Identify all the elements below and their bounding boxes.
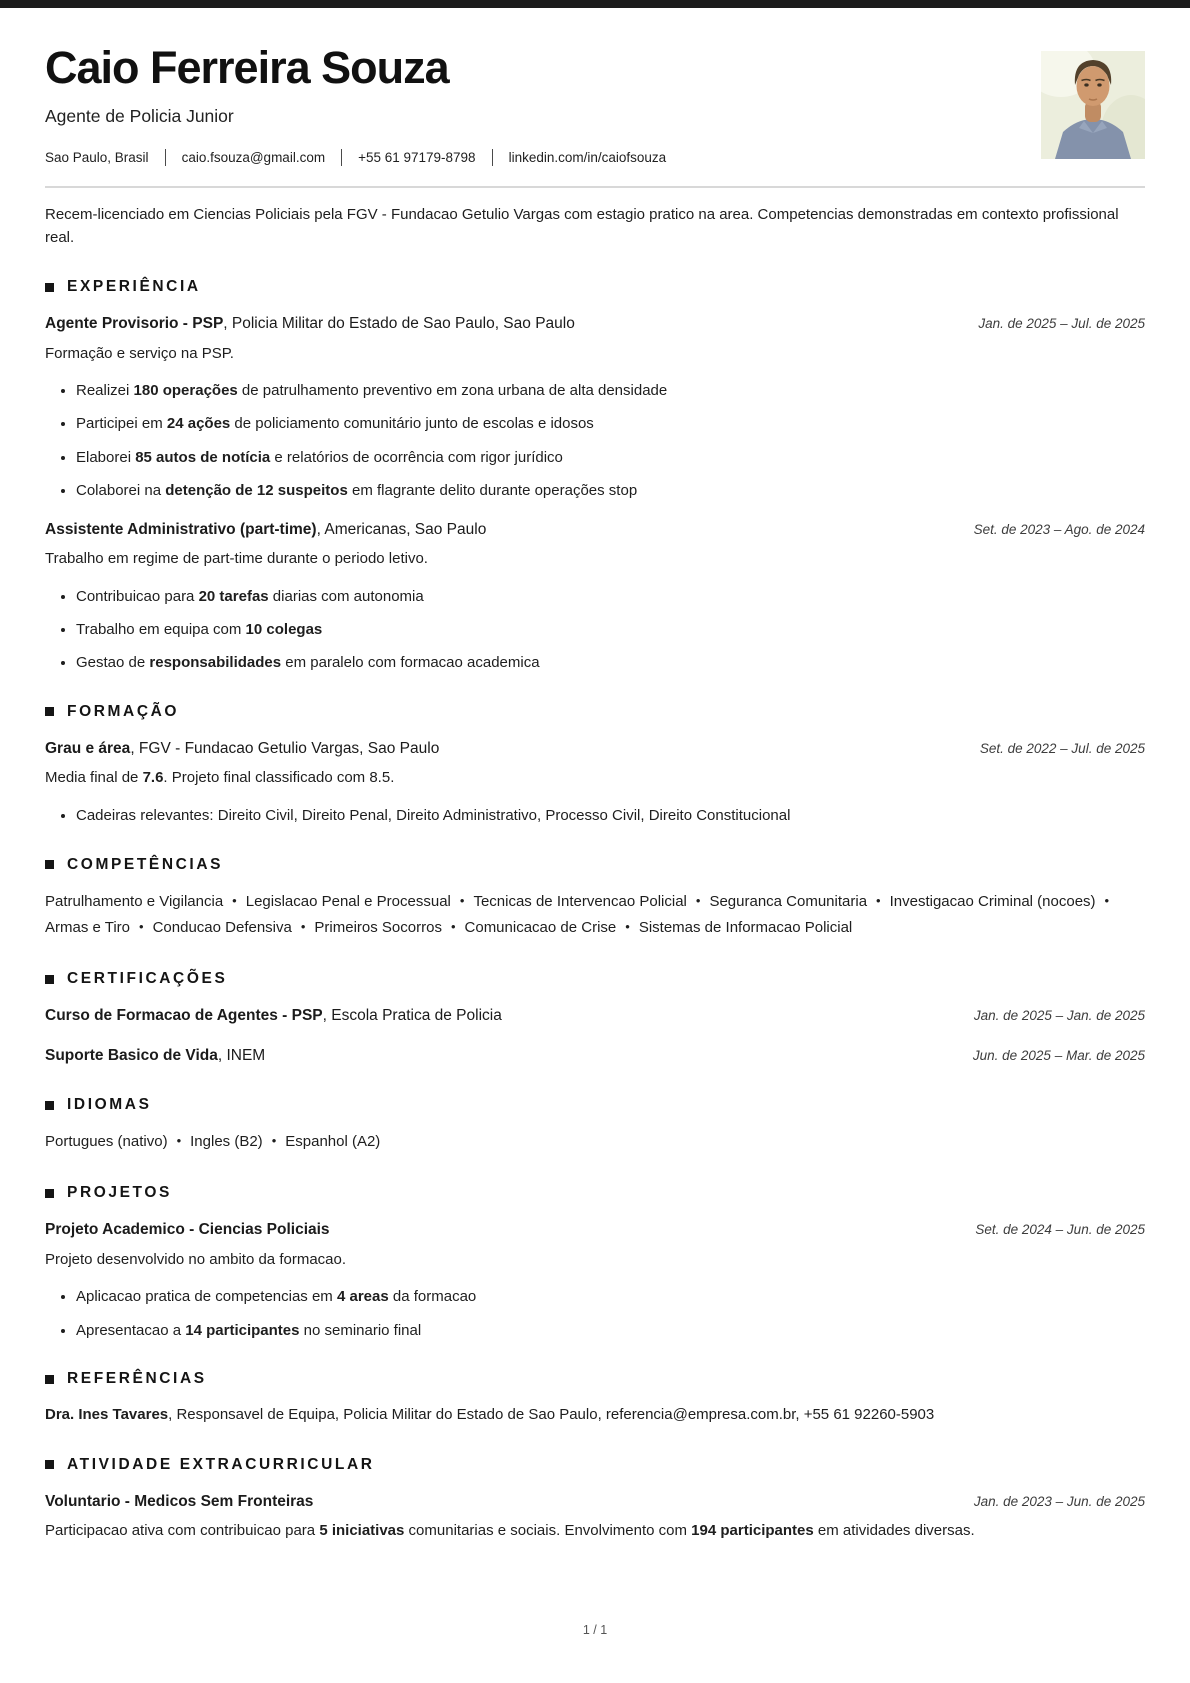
section-heading-label: IDIOMAS	[67, 1096, 152, 1114]
entry-bullet-list	[45, 805, 1145, 827]
profile-photo	[1041, 51, 1145, 159]
skills-list	[45, 889, 1145, 942]
section-heading	[45, 1096, 1145, 1114]
bullet-item	[76, 1286, 1145, 1308]
person-name: Caio Ferreira Souza	[45, 42, 449, 93]
text-segment: Contribuicao para	[76, 587, 199, 605]
entry-bullet-list	[45, 586, 1145, 674]
text-segment: de patrulhamento preventivo em zona urbana de alta densidade	[237, 382, 668, 400]
experience-entry	[45, 313, 1145, 501]
section-marker-icon	[45, 860, 54, 869]
entry-header-row	[45, 519, 1145, 541]
entry-header-row	[45, 1219, 1145, 1241]
certification-entry	[45, 1005, 1145, 1027]
section-idiomas	[45, 1096, 1145, 1155]
highlighted-text: 10 colegas	[245, 620, 323, 638]
section-projetos	[45, 1184, 1145, 1341]
entry-date: Set. de 2023 – Ago. de 2024	[973, 521, 1145, 537]
dot-separator-icon: •	[232, 892, 237, 908]
entry-date: Set. de 2024 – Jun. de 2025	[975, 1222, 1145, 1238]
list-item: Investigacao Criminal (nocoes)	[889, 892, 1096, 910]
entry-description	[45, 767, 1145, 790]
resume-header	[45, 8, 1145, 166]
bullet-item	[76, 586, 1145, 608]
highlighted-text: 20 tarefas	[198, 587, 269, 605]
text-segment: em flagrante delito durante operações stop	[347, 481, 638, 499]
person-job-title: Agente de Policia Junior	[45, 105, 234, 126]
bullet-item	[76, 480, 1145, 502]
entry-title	[45, 519, 486, 541]
highlighted-text: 24 ações	[166, 415, 231, 433]
section-heading	[45, 703, 1145, 721]
section-heading-label: REFERÊNCIAS	[67, 1370, 207, 1388]
entry-bullet-list	[45, 1286, 1145, 1341]
dot-separator-icon: •	[139, 918, 144, 934]
entry-title-bold: Voluntario - Medicos Sem Fronteiras	[45, 1492, 314, 1510]
text-segment: . Projeto final classificado com 8.5.	[163, 769, 395, 787]
text-segment: comunitarias e sociais. Envolvimento com	[404, 1522, 692, 1540]
text-segment: Trabalho em equipa com	[76, 620, 246, 638]
list-item: Primeiros Socorros	[314, 918, 442, 936]
list-item: Portugues (nativo)	[45, 1133, 168, 1151]
list-item: Sistemas de Informacao Policial	[638, 918, 853, 936]
highlighted-text: 194 participantes	[691, 1522, 814, 1540]
list-item: Tecnicas de Intervencao Policial	[473, 892, 687, 910]
text-segment: de policiamento comunitário junto de escolas e idosos	[230, 415, 594, 433]
entry-date: Jan. de 2025 – Jul. de 2025	[978, 316, 1145, 332]
highlighted-text: responsabilidades	[149, 654, 282, 672]
page-indicator: 1 / 1	[582, 1623, 608, 1637]
entry-title-rest: , Policia Militar do Estado de Sao Paulo, Sao Paulo	[223, 315, 575, 333]
contact-linkedin: linkedin.com/in/caiofsouza	[508, 149, 667, 165]
text-segment: Media final de	[45, 769, 143, 787]
entry-date: Jun. de 2025 – Mar. de 2025	[972, 1047, 1145, 1063]
section-heading	[45, 278, 1145, 296]
entry-bullet-list	[45, 380, 1145, 502]
highlighted-text: Dra. Ines Tavares	[45, 1406, 169, 1424]
entry-header-row	[45, 738, 1145, 760]
section-heading	[45, 856, 1145, 874]
bullet-item	[76, 1320, 1145, 1342]
entry-description	[45, 1520, 1145, 1543]
entry-description: Formação e serviço na PSP.	[45, 344, 234, 362]
entry-title-rest: , Americanas, Sao Paulo	[316, 520, 487, 538]
text-segment: Colaborei na	[76, 481, 166, 499]
contact-email: caio.fsouza@gmail.com	[181, 149, 326, 165]
bullet-item	[76, 652, 1145, 674]
section-marker-icon	[45, 1101, 54, 1110]
list-item: Ingles (B2)	[190, 1133, 263, 1151]
text-segment: Aplicacao pratica de competencias em	[76, 1288, 337, 1306]
section-atividade-extracurricular	[45, 1456, 1145, 1543]
languages-list	[45, 1129, 1145, 1155]
bullet-item	[76, 380, 1145, 402]
dot-separator-icon: •	[450, 918, 456, 934]
section-certificacoes	[45, 970, 1145, 1067]
section-marker-icon	[45, 283, 54, 292]
dot-separator-icon: •	[695, 892, 701, 908]
highlighted-text: detenção de 12 suspeitos	[165, 481, 348, 499]
section-referencias	[45, 1370, 1145, 1427]
entry-title	[45, 1219, 330, 1241]
entry-title-bold: Suporte Basico de Vida	[45, 1046, 218, 1064]
list-item: Legislacao Penal e Processual	[245, 892, 451, 910]
entry-title-bold: Curso de Formacao de Agentes - PSP	[45, 1007, 323, 1025]
reference-line	[45, 1404, 1145, 1427]
text-segment: Gestao de	[76, 654, 150, 672]
highlighted-text: 5 iniciativas	[319, 1522, 405, 1540]
entry-title-rest: , FGV - Fundacao Getulio Vargas, Sao Paulo	[130, 739, 440, 757]
certification-entry	[45, 1045, 1145, 1067]
section-heading-label: FORMAÇÃO	[67, 702, 180, 720]
entry-title-bold: Grau e área	[45, 739, 131, 757]
text-segment: em paralelo com formacao academica	[281, 654, 540, 672]
list-item: Comunicacao de Crise	[464, 918, 617, 936]
vertical-separator	[165, 149, 166, 166]
dot-separator-icon: •	[271, 1133, 277, 1149]
dot-separator-icon: •	[300, 918, 306, 934]
entry-date: Set. de 2022 – Jul. de 2025	[979, 740, 1145, 756]
text-segment: no seminario final	[299, 1321, 422, 1339]
entry-title-bold: Projeto Academico - Ciencias Policiais	[45, 1221, 330, 1239]
highlighted-text: 4 areas	[336, 1288, 389, 1306]
section-marker-icon	[45, 1189, 54, 1198]
bullet-item	[76, 447, 1145, 469]
summary-text: Recem-licenciado em Ciencias Policiais pela FGV - Fundacao Getulio Vargas com estagio pratico na area. Competencias demonstradas em contexto profissional real.	[45, 205, 1119, 246]
bullet-item	[76, 619, 1145, 641]
section-heading-label: EXPERIÊNCIA	[67, 278, 201, 296]
text-segment: Elaborei	[76, 448, 136, 466]
text-segment: diarias com autonomia	[268, 587, 424, 605]
text-segment: Participei em	[76, 415, 167, 433]
text-segment: em atividades diversas.	[813, 1522, 975, 1540]
text-segment: e relatórios de ocorrência com rigor jurídico	[270, 448, 563, 466]
vertical-separator	[492, 149, 493, 166]
entry-date: Jan. de 2025 – Jan. de 2025	[973, 1008, 1145, 1024]
section-competencias	[45, 856, 1145, 942]
text-segment: , Responsavel de Equipa, Policia Militar do Estado de Sao Paulo, referencia@empresa.com.br, +55 61 92260-5903	[168, 1406, 935, 1424]
section-marker-icon	[45, 1460, 54, 1469]
list-item: Conducao Defensiva	[152, 918, 292, 936]
highlighted-text: 180 operações	[133, 382, 238, 400]
entry-title	[45, 1491, 313, 1513]
list-item: Armas e Tiro	[45, 918, 131, 936]
highlighted-text: 85 autos de notícia	[135, 448, 271, 466]
vertical-separator	[341, 149, 342, 166]
contact-phone: +55 61 97179-8798	[358, 149, 476, 165]
list-item: Patrulhamento e Vigilancia	[45, 892, 224, 910]
section-heading-label: PROJETOS	[67, 1184, 172, 1202]
dot-separator-icon: •	[1104, 892, 1110, 908]
bullet-item	[76, 805, 1145, 827]
entry-title	[45, 1045, 265, 1067]
resume-page	[0, 8, 1190, 1683]
profile-photo-image	[1041, 51, 1145, 159]
header-divider	[45, 186, 1145, 188]
entry-header-row	[45, 1005, 1145, 1027]
entry-title-bold: Agente Provisorio - PSP	[45, 315, 224, 333]
section-heading-label: COMPETÊNCIAS	[67, 855, 224, 873]
highlighted-text: 14 participantes	[185, 1321, 300, 1339]
dot-separator-icon: •	[876, 892, 881, 908]
section-heading-label: CERTIFICAÇÕES	[67, 970, 228, 988]
section-formacao	[45, 703, 1145, 827]
highlighted-text: 7.6	[142, 769, 164, 787]
section-heading	[45, 1456, 1145, 1474]
entry-title-bold: Assistente Administrativo (part-time)	[45, 520, 317, 538]
list-item: Seguranca Comunitaria	[709, 892, 868, 910]
entry-description: Trabalho em regime de part-time durante o periodo letivo.	[45, 550, 428, 568]
section-marker-icon	[45, 1375, 54, 1384]
section-heading-label: ATIVIDADE EXTRACURRICULAR	[67, 1455, 375, 1473]
entry-date: Jan. de 2023 – Jun. de 2025	[973, 1493, 1145, 1509]
entry-header-row	[45, 1491, 1145, 1513]
entry-header-row	[45, 313, 1145, 335]
entry-title-rest: , INEM	[217, 1046, 266, 1064]
contact-location: Sao Paulo, Brasil	[45, 149, 149, 165]
section-heading	[45, 1184, 1145, 1202]
entry-description: Projeto desenvolvido no ambito da formacao.	[45, 1250, 347, 1268]
dot-separator-icon: •	[176, 1133, 182, 1149]
top-accent-bar	[0, 0, 1190, 8]
text-segment: Participacao ativa com contribuicao para	[45, 1522, 320, 1540]
section-marker-icon	[45, 975, 54, 984]
text-segment: Cadeiras relevantes: Direito Civil, Direito Penal, Direito Administrativo, Processo Civil, Direito Constitucional	[76, 806, 791, 824]
education-entry	[45, 738, 1145, 827]
text-segment: Apresentacao a	[76, 1321, 186, 1339]
section-experiencia	[45, 278, 1145, 674]
dot-separator-icon: •	[459, 892, 465, 908]
section-heading	[45, 1370, 1145, 1388]
entry-title	[45, 1005, 502, 1027]
project-entry	[45, 1219, 1145, 1341]
entry-header-row	[45, 1045, 1145, 1067]
entry-title	[45, 313, 575, 335]
dot-separator-icon: •	[625, 918, 630, 934]
entry-title	[45, 738, 439, 760]
section-marker-icon	[45, 707, 54, 716]
contact-row	[45, 149, 1041, 166]
section-heading	[45, 970, 1145, 988]
text-segment: Realizei	[76, 382, 134, 400]
experience-entry	[45, 519, 1145, 674]
bullet-item	[76, 413, 1145, 435]
header-identity	[45, 42, 1041, 166]
list-item: Espanhol (A2)	[285, 1133, 381, 1151]
extracurricular-entry	[45, 1491, 1145, 1543]
text-segment: da formacao	[388, 1288, 477, 1306]
entry-title-rest: , Escola Pratica de Policia	[322, 1007, 502, 1025]
